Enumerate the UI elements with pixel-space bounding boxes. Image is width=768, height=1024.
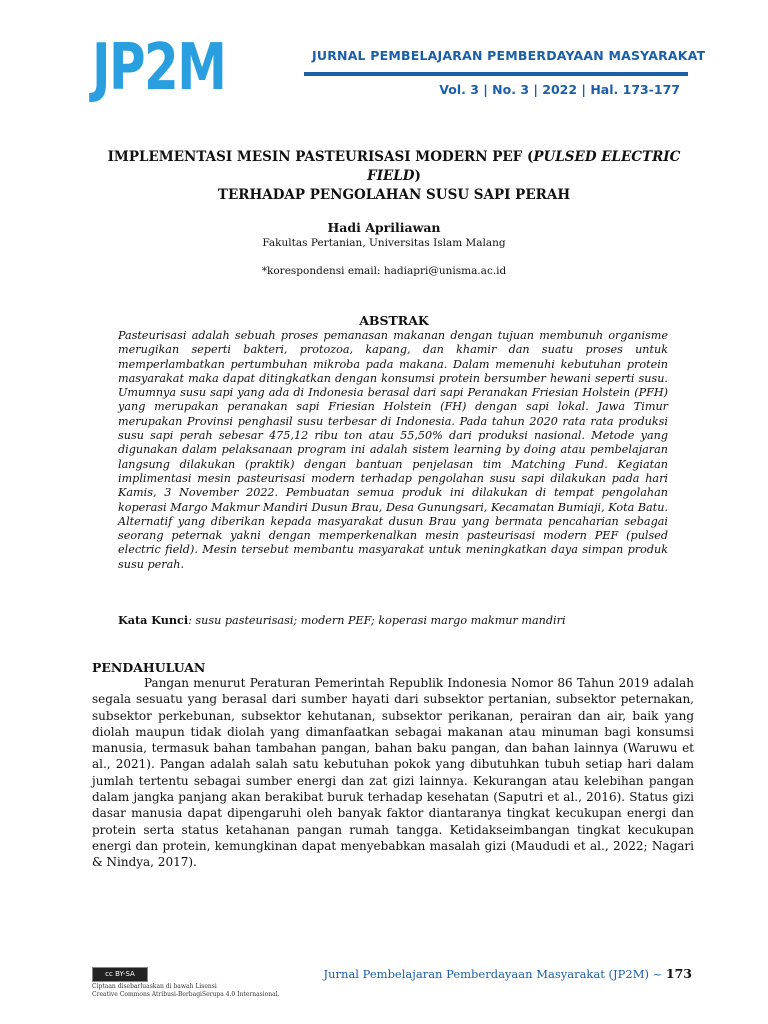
page-footer (324, 966, 692, 981)
article-title (80, 148, 708, 205)
title-line2: TERHADAP PENGOLAHAN SUSU SAPI PERAH (217, 187, 571, 203)
journal-name: JURNAL PEMBELAJARAN PEMBERDAYAAN MASYARAKAT (312, 48, 706, 63)
title-part2: ) (414, 168, 421, 184)
author-affiliation: Fakultas Pertanian, Universitas Islam Malang (262, 237, 506, 249)
abstract-text: Pasteurisasi adalah sebuah proses pemanasan makanan dengan tujuan membunuh organisme merugikan seperti bakteri, protozoa, kapang, dan khamir dan suatu proses untuk memperlambatkan pertumbuhan mikroba pada makana. Dalam memenuhi kebutuhan protein masyarakat maka dapat ditingkatkan dengan konsumsi protein bersumber hewani seperti susu. Umumnya susu sapi yang ada di Indonesia berasal dari sapi Peranakan Friesian Holstein (PFH) yang merupakan peranakan sapi Friesian Holstein (FH) dengan sapi lokal. Jawa Timur merupakan Provinsi penghasil susu terbesar di Indonesia. Pada tahun 2020 rata rata produksi susu sapi perah sebesar 475,12 ribu ton atau 55,50% dari produksi nasional. Metode yang digunakan dalam pelaksanaan program ini adalah sistem learning by doing atau pembelajaran langsung dilakukan (praktik) dengan bantuan penjelasan tim Matching Fund. Kegiatan implimentasi mesin pasteurisasi modern terhadap pengolahan susu sapi dilakukan pada hari Kamis, 3 November 2022. Pembuatan semua produk ini dilakukan di tempat pengolahan koperasi Margo Makmur Mandiri Dusun Brau, Desa Gunungsari, Kecamatan Bumiaji, Kota Batu. Alternatif yang diberikan kepada masyarakat dusun Brau yang bermata pencaharian sebagai seorang peternak yakni dengan memperkenalkan mesin pasteurisasi modern PEF (pulsed electric field). Mesin tersebut membantu masyarakat untuk meningkatkan daya simpan produk susu perah. (118, 329, 668, 571)
page-number: 173 (665, 966, 692, 981)
title-part1: IMPLEMENTASI MESIN PASTEURISASI MODERN PEF ( (107, 149, 534, 165)
header-rule (304, 72, 688, 76)
license-block (92, 961, 280, 998)
journal-logo: JP2M (92, 31, 226, 105)
title-italic: PULSED ELECTRIC FIELD (367, 149, 681, 184)
footer-journal: Jurnal Pembelajaran Pemberdayaan Masyarakat (JP2M) ~ (323, 967, 663, 981)
keywords-label: Kata Kunci (118, 613, 189, 627)
keywords-list: : susu pasteurisasi; modern PEF; koperasi margo makmur mandiri (188, 614, 566, 627)
abstract-heading: ABSTRAK (359, 313, 429, 328)
keywords (118, 613, 566, 627)
author-name: Hadi Apriliawan (327, 220, 441, 235)
correspondence-email: *korespondensi email: hadiapri@unisma.ac.id (261, 265, 507, 277)
cc-license-badge: cc BY-SA (92, 967, 148, 982)
volume-info: Vol. 3 | No. 3 | 2022 | Hal. 173-177 (439, 82, 680, 97)
license-line2: Creative Commons Atribusi-BerbagiSerupa 4.0 Internasional. (92, 991, 280, 998)
section-paragraph: Pangan menurut Peraturan Pemerintah Republik Indonesia Nomor 86 Tahun 2019 adalah segala sesuatu yang berasal dari sumber hayati dari subsektor pertanian, subsektor peternakan, subsektor perkebunan, subsektor kehutanan, subsektor perikanan, perairan dan air, baik yang diolah maupun tidak diolah yang dimanfaatkan sebagai makanan atau minuman bagi konsumsi manusia, termasuk bahan tambahan pangan, bahan baku pangan, dan bahan lainnya (Waruwu et al., 2021). Pangan adalah salah satu kebutuhan pokok yang dibutuhkan tubuh setiap hari dalam jumlah tertentu sebagai sumber energi dan zat gizi lainnya. Kekurangan atau kelebihan pangan dalam jangka panjang akan berakibat buruk terhadap kesehatan (Saputri et al., 2016). Status gizi dasar manusia dapat dipengaruhi oleh banyak faktor diantaranya tingkat kecukupan energi dan protein serta status ketahanan pangan rumah tangga. Ketidakseimbangan tingkat kecukupan energi dan protein, kemungkinan dapat menyebabkan masalah gizi (Maududi et al., 2022; Nagari & Nindya, 2017). (92, 676, 694, 870)
section-heading: PENDAHULUAN (92, 660, 206, 675)
license-line1: Ciptaan disebarluaskan di bawah Lisensi (92, 983, 217, 990)
